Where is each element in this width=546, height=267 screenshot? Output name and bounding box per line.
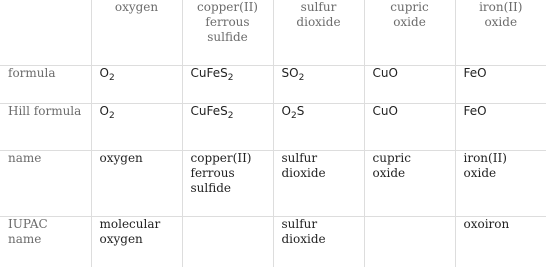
formula-cell-iron-ii-oxide: FeO xyxy=(455,65,546,103)
formula-cell-sulfur-dioxide: $SO_2$ xyxy=(273,65,364,103)
column-header-sulfur-dioxide: sulfur dioxide xyxy=(273,0,364,65)
name-cell-sulfur-dioxide: sulfur dioxide xyxy=(273,151,364,217)
name-cell-cupric-oxide: cupric oxide xyxy=(364,151,455,217)
corner-cell xyxy=(0,0,91,65)
name-row xyxy=(0,151,546,217)
formula-cell-copper-ii-ferrous-sulfide: CuFeS$_2$ xyxy=(182,65,273,103)
column-header-copper-ii-ferrous-sulfide: copper(II) ferrous sulfide xyxy=(182,0,273,65)
hill-formula-cell-iron-ii-oxide: FeO xyxy=(455,103,546,150)
row-header-hill-formula: Hill formula xyxy=(0,103,91,150)
column-header-oxygen: oxygen xyxy=(91,0,182,65)
hill-formula-cell-sulfur-dioxide: $O_2S$ xyxy=(273,103,364,150)
formula-row xyxy=(0,65,546,103)
name-cell-oxygen: oxygen xyxy=(91,151,182,217)
hill-formula-cell-copper-ii-ferrous-sulfide: CuFeS$_2$ xyxy=(182,103,273,150)
iupac-cell-oxygen: molecular oxygen xyxy=(91,217,182,267)
hill-formula-cell-oxygen: $O_2$ xyxy=(91,103,182,150)
iupac-cell-iron-ii-oxide: oxoiron xyxy=(455,217,546,267)
name-cell-iron-ii-oxide: iron(II) oxide xyxy=(455,151,546,217)
formula-cell-cupric-oxide: CuO xyxy=(364,65,455,103)
row-header-formula: formula xyxy=(0,65,91,103)
column-header-iron-ii-oxide: iron(II) oxide xyxy=(455,0,546,65)
hill-formula-row xyxy=(0,103,546,150)
iupac-name-row xyxy=(0,217,546,267)
iupac-cell-sulfur-dioxide: sulfur dioxide xyxy=(273,217,364,267)
row-header-iupac-name: IUPAC name xyxy=(0,217,91,267)
column-header-cupric-oxide: cupric oxide xyxy=(364,0,455,65)
row-header-name: name xyxy=(0,151,91,217)
name-cell-copper-ii-ferrous-sulfide: copper(II) ferrous sulfide xyxy=(182,151,273,217)
header-row xyxy=(0,0,546,65)
iupac-cell-cupric-oxide xyxy=(364,217,455,267)
iupac-cell-copper-ii-ferrous-sulfide xyxy=(182,217,273,267)
formula-cell-oxygen: $O_2$ xyxy=(91,65,182,103)
hill-formula-cell-cupric-oxide: CuO xyxy=(364,103,455,150)
